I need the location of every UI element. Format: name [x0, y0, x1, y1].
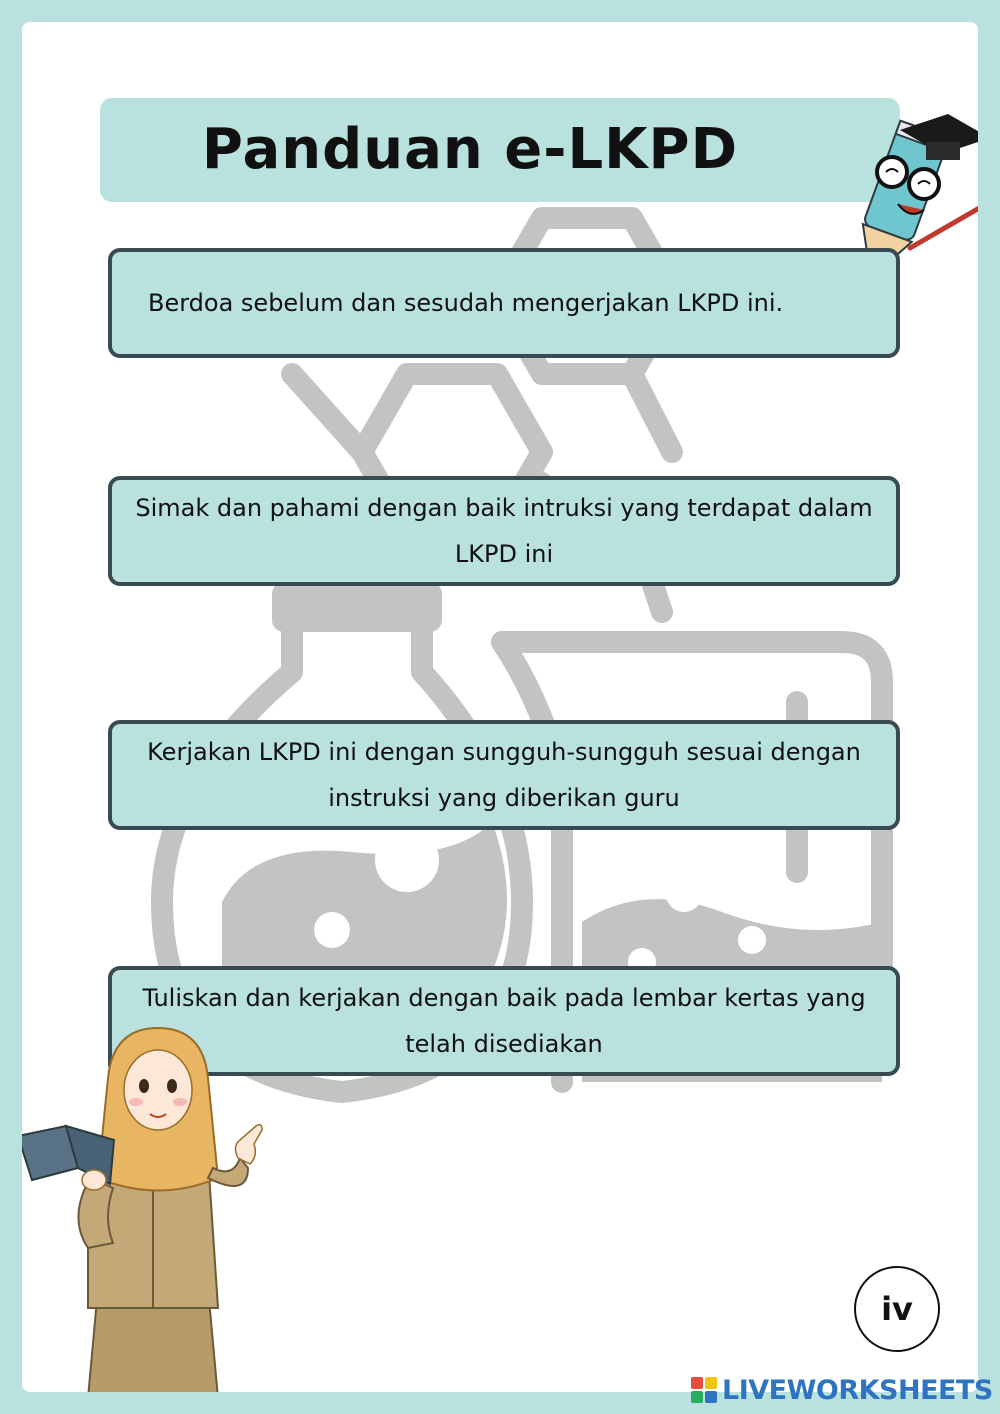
worksheet-page	[22, 22, 978, 1392]
page-title: Panduan e-LKPD	[201, 117, 739, 182]
instruction-text-3: Kerjakan LKPD ini dengan sungguh-sungguh sesuai dengan instruksi yang diberikan guru	[147, 738, 861, 812]
liveworksheets-logo-icon	[690, 1376, 718, 1404]
instruction-text-4: Tuliskan dan kerjakan dengan baik pada lembar kertas yang telah disediakan	[142, 984, 866, 1058]
teacher-holding-book-icon	[22, 1018, 278, 1392]
title-banner	[100, 98, 900, 202]
instruction-text-2: Simak dan pahami dengan baik intruksi yang terdapat dalam LKPD ini	[135, 494, 873, 568]
instruction-card-1	[108, 248, 900, 358]
liveworksheets-brand[interactable]	[690, 1372, 993, 1408]
instruction-card-2	[108, 476, 900, 586]
instruction-card-3	[108, 720, 900, 830]
brand-name: LIVEWORKSHEETS	[722, 1374, 993, 1406]
instruction-text-1: Berdoa sebelum dan sesudah mengerjakan LKPD ini.	[148, 289, 784, 317]
page-number-badge: iv	[854, 1266, 940, 1352]
